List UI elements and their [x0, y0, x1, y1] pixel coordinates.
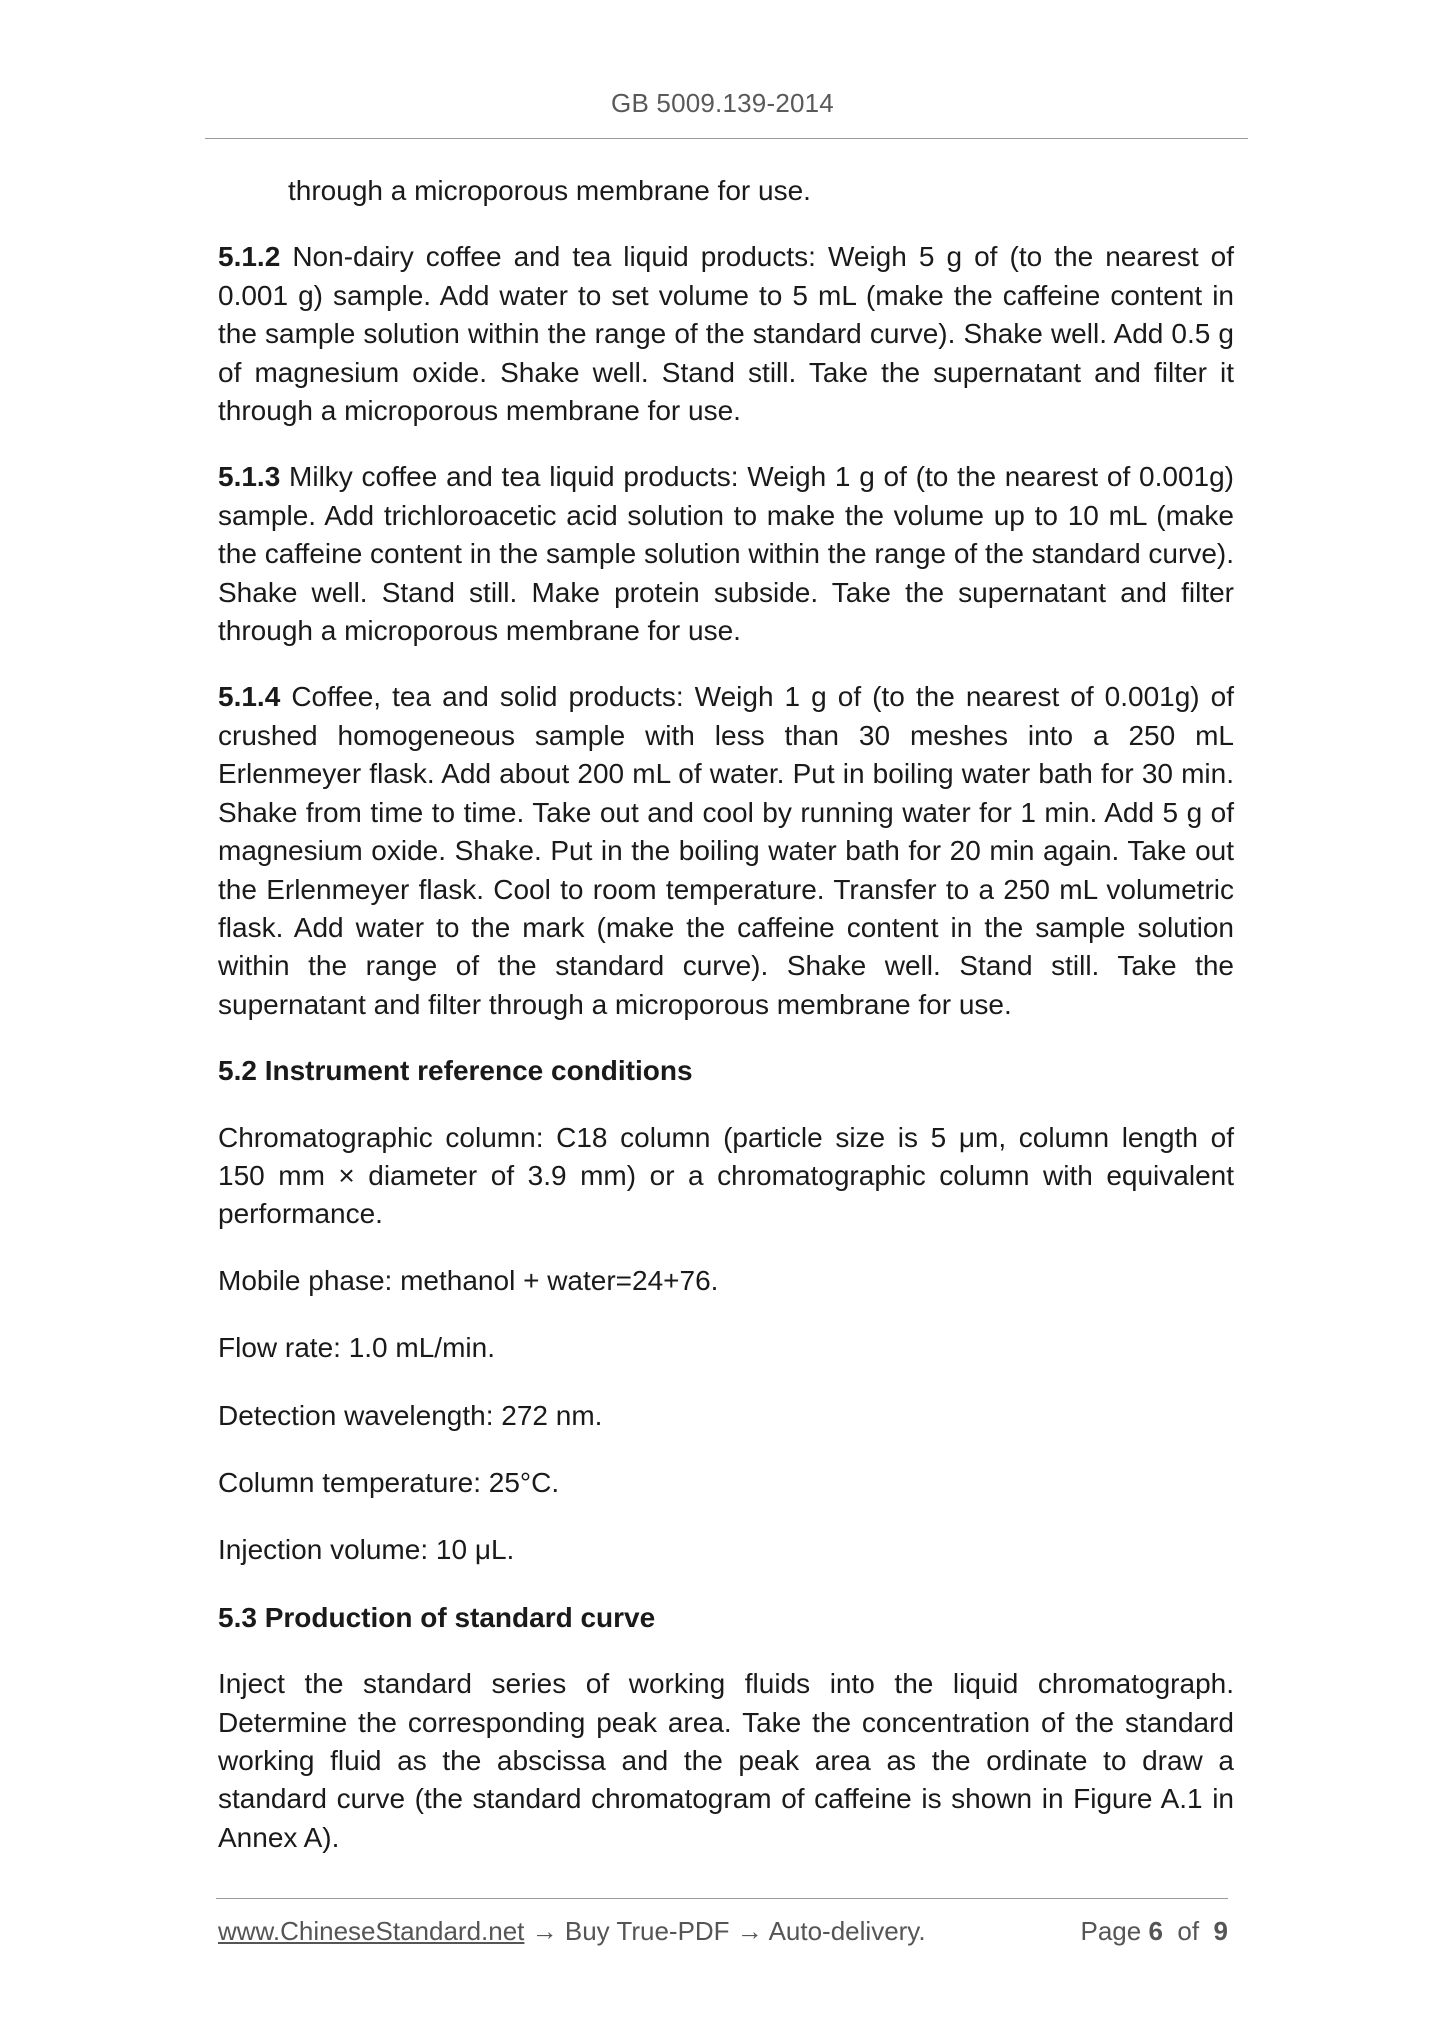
current-page: 6: [1148, 1916, 1163, 1946]
footer-promo: [218, 1916, 926, 1947]
section-text: Non-dairy coffee and tea liquid products: Weigh 5 g of (to the nearest of 0.001 g) sample. Add water to set volume to 5 mL (make the caffeine content in the sample solution within the range of the standard curve). Shake well. Add 0.5 g of magnesium oxide. Shake well. Stand still. Take the supernatant and filter it through a microporous membrane for use.: [218, 241, 1234, 427]
footer-promo-text: → Buy True-PDF → Auto-delivery.: [524, 1916, 926, 1946]
continuation-paragraph: through a microporous membrane for use.: [288, 175, 811, 206]
page-label: Page: [1080, 1916, 1142, 1946]
section-number: 5.1.3: [218, 461, 281, 493]
document-body: [218, 172, 1234, 1885]
header-divider: [205, 138, 1248, 139]
footer-divider: [216, 1898, 1228, 1899]
total-pages: 9: [1213, 1916, 1228, 1946]
section-5-1-3-paragraph: [218, 458, 1234, 650]
section-5-2-heading: 5.2 Instrument reference conditions: [218, 1055, 693, 1087]
injection-volume-paragraph: Injection volume: 10 μL.: [218, 1534, 515, 1566]
page-header-doc-id: GB 5009.139-2014: [611, 88, 834, 118]
section-text: Milky coffee and tea liquid products: Weigh 1 g of (to the nearest of 0.001g) sample. Add trichloroacetic acid solution to make the volume up to 10 mL (make the caffeine content in the sample solution within the range of the standard curve). Shake well. Stand still. Make protein subside. Take the supernatant and filter through a microporous membrane for use.: [218, 461, 1234, 647]
section-text: Coffee, tea and solid products: Weigh 1 g of (to the nearest of 0.001g) of crushed homogeneous sample with less than 30 meshes into a 250 mL Erlenmeyer flask. Add about 200 mL of water. Put in boiling water bath for 30 min. Shake from time to time. Take out and cool by running water for 1 min. Add 5 g of magnesium oxide. Shake. Put in the boiling water bath for 20 min again. Take out the Erlenmeyer flask. Cool to room temperature. Transfer to a 250 mL volumetric flask. Add water to the mark (make the caffeine content in the sample solution within the range of the standard curve). Shake well. Stand still. Take the supernatant and filter through a microporous membrane for use.: [218, 681, 1234, 1020]
column-spec-paragraph: Chromatographic column: C18 column (particle size is 5 μm, column length of 150 mm × diameter of 3.9 mm) or a chromatographic column with equivalent performance.: [218, 1121, 1234, 1230]
page-number-indicator: [1081, 1916, 1229, 1947]
standard-curve-paragraph: Inject the standard series of working fluids into the liquid chromatograph. Determine the corresponding peak area. Take the concentration of the standard working fluid as the abscissa and the peak area as the ordinate to draw a standard curve (the standard chromatogram of caffeine is shown in Figure A.1 in Annex A).: [218, 1668, 1234, 1853]
flow-rate-paragraph: Flow rate: 1.0 mL/min.: [218, 1332, 495, 1364]
section-number: 5.1.4: [218, 681, 281, 713]
wavelength-paragraph: Detection wavelength: 272 nm.: [218, 1399, 603, 1431]
section-number: 5.1.2: [218, 241, 281, 273]
page-of-label: of: [1177, 1916, 1200, 1946]
page-footer: [218, 1916, 1228, 1947]
temperature-paragraph: Column temperature: 25°C.: [218, 1466, 560, 1498]
section-5-1-4-paragraph: [218, 678, 1234, 1024]
section-5-3-heading: 5.3 Production of standard curve: [218, 1601, 656, 1633]
section-5-1-2-paragraph: [218, 238, 1234, 430]
mobile-phase-paragraph: Mobile phase: methanol + water=24+76.: [218, 1264, 719, 1296]
website-link[interactable]: www.ChineseStandard.net: [218, 1916, 525, 1946]
